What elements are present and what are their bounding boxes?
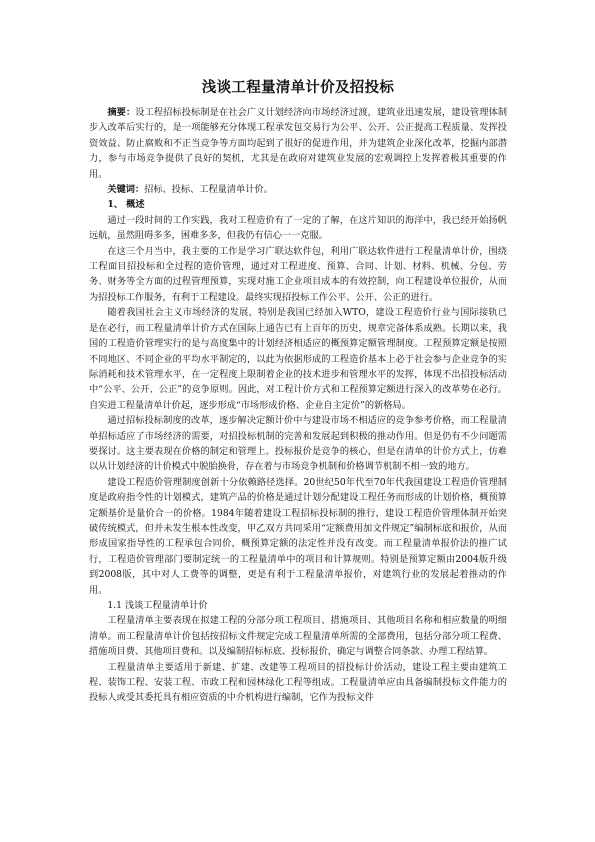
- keywords-text: 招标、投标、工程量清单计价。: [144, 184, 273, 196]
- body-paragraph: 工程量清单主要表现在拟建工程的分部分项工程项目、措施项目、其他项目名称和相应数量的明细清单。而工程量清单计价包括按招标文件规定完成工程量清单所需的全部费用，包括分部分项工程费、措施项目费、其他项目费和。以及编制招标标底、投标报价，确定与调整合同条款、办理工程结算。: [89, 615, 507, 658]
- section-1-1-heading: 1.1 浅谈工程量清单计价: [107, 600, 208, 611]
- abstract-text: 设工程招标投标制是在社会广义计划经济向市场经济过渡，建筑业迅速发展，建设管理体制步入改革后实行的，是一项能够充分体现工程承发包交易行为公平、公开、公正提高工程质量、发挥投资效益、防止腐败和不正当竞争等方面均起到了很好的促进作用，并为建筑企业深化改革，挖掘内部潜力，参与市场竞争提供了良好的契机，尤其是在政府对建筑业发展的宏观调控上发挥着极其重要的作用。: [89, 107, 508, 180]
- abstract-label: 摘要：: [107, 107, 136, 118]
- body-paragraph: 通过一段时间的工作实践，我对工程造价有了一定的了解，在这片知识的海洋中，我已经开始扬帆远航，虽然阻碍多多，困难多多，但我仍有信心一一克服。: [89, 214, 507, 242]
- paper-title: 浅谈工程量清单计价及招投标: [201, 79, 395, 96]
- body-paragraph: 建设工程造价管理制度创新十分依赖路径选择。20世纪50年代至70年代我国建设工程造价管理制度是政府指令性的计划模式，建筑产品的价格是通过计划分配建设工程任务而形成的计划价格，概预算定额基价是量价合一的价格。1984年随着建设工程招标投标制的推行，建设工程造价管理体制开始突破传统模式，但并未发生根本性改变，甲乙双方共同采用“定额费用加文件规定”编制标底和报价，从而形成国家指导性的工程承包合同价，概预算定额的法定性并没有改变。而工程量清单报价法的推广试行，工程造价管理部门要制定统一的工程量清单中的项目和计算规则。特别是预算定额由2004版升级到2008版，其中对人工费等的调整，更是有利于工程量清单报价，对建筑行业的发展起着推动的作用。: [89, 476, 507, 596]
- keywords-label: 关键词：: [107, 184, 145, 196]
- keywords-paragraph: [89, 182, 507, 197]
- abstract-paragraph: [89, 105, 507, 182]
- body-paragraph: 工程量清单主要适用于新建、扩建、改建等工程项目的招投标计价活动，建设工程主要由建筑工程、装饰工程、安装工程、市政工程和园林绿化工程等组成。工程量清单应由具备编制投标文件能力的投标人或受其委托具有相应资质的中介机构进行编制，它作为投标文件: [89, 661, 507, 704]
- body-paragraph: 通过招标投标制度的改革，逐步解决定额计价中与建设市场不相适应的竞争参考价格，而工程量清单招标适应了市场经济的需要，对招投标机制的完善和发展起到积极的推动作用。但是仍有不少问题需要探讨。这主要表现在价格的制定和管理上。投标报价是竞争的核心，但是在清单的计价方式上，仿难以从计划经济的计价模式中脱胎换骨，存在着与市场竞争机制和价格调节机制不相一致的地方。: [89, 415, 507, 473]
- section-1-heading: 1、 概述: [107, 199, 145, 211]
- body-paragraph: 在这三个月当中，我主要的工作是学习广联达软件包，利用广联达软件进行工程量清单计价，围绕工程面目招投标和全过程的造价管理，通过对工程进度、预算、合同、计划、材料、机械、分包、劳务、财务等全方面的过程管理预算，实现对施工企业项目成本的有效控制，向工程建设单位报价，从而为招投标工作服务，有利于工程建设。最终实现招投标工作公平、公开、公正的进行。: [89, 245, 507, 303]
- body-paragraph: 随着我国社会主义市场经济的发展，特别是我国已经加入WTO，建设工程造价行业与国际接轨已是在必行，而工程量清单计价方式在国际上通告已有上百年的历史，规章完备体系成熟。长期以来，我国的工程造价管理实行的是与高度集中的计划经济相适应的概预算定额管理制度。工程预算定额是按照不同地区、不同企业的平均水平制定的，以此为依据形成的工程造价基本上必于社会参与企业竞争的实际消耗和技术管理水平，在一定程度上限制着企业的技术进步和管理水平的发挥，体现不出招投标活动中“公平、公开、公正”的竞争原则。因此，对工程计价方式和工程预算定额进行深入的改革势在必行。自实进工程量清单计价起，逐步形成“市场形成价格、企业自主定价”的新格局。: [89, 307, 507, 411]
